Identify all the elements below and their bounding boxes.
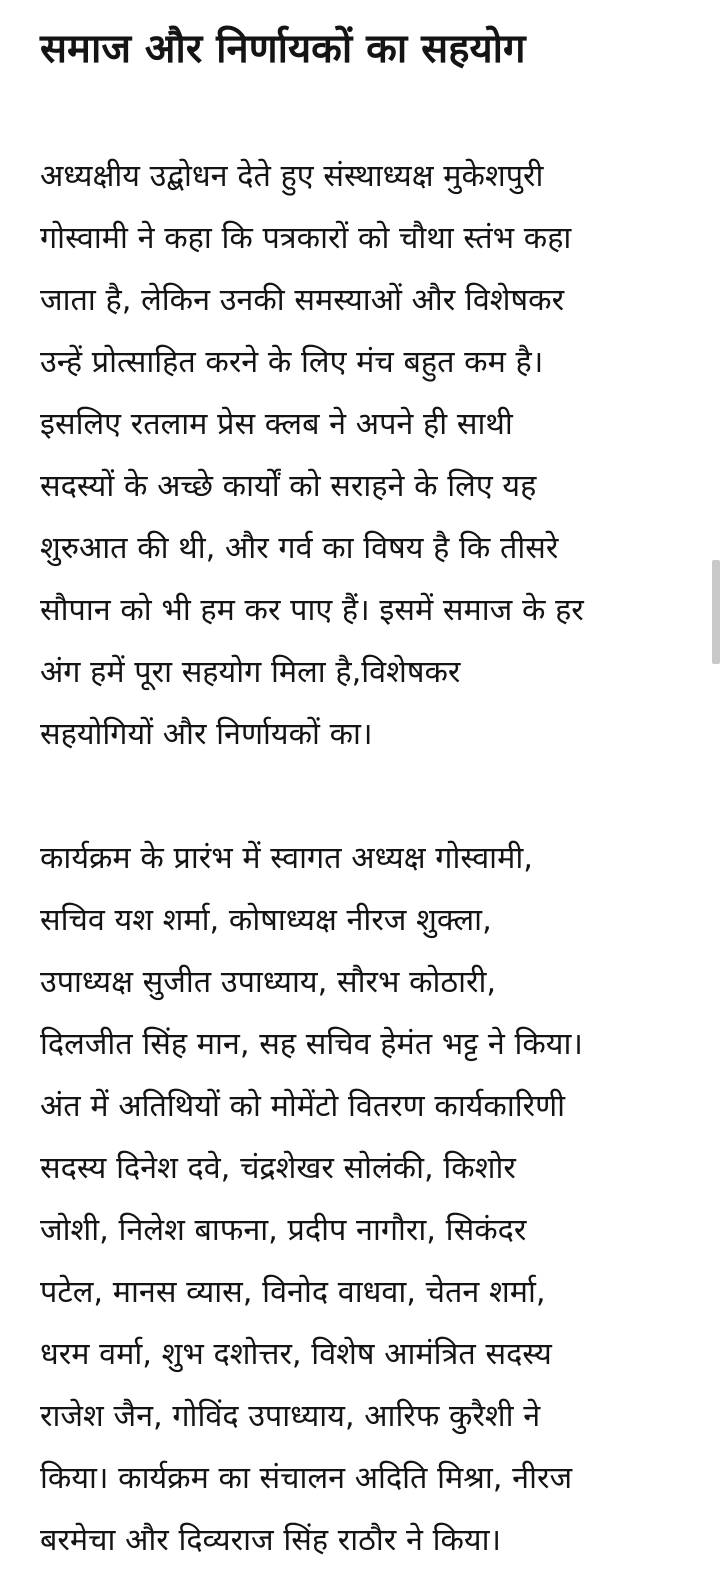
paragraph-line: धरम वर्मा, शुभ दशोत्तर, विशेष आमंत्रित सदस्य [40,1337,552,1372]
paragraph-line: सदस्यों के अच्छे कार्यों को सराहने के लिए यह [40,469,537,504]
paragraph-line: पटेल, मानस व्यास, विनोद वाधवा, चेतन शर्मा, [40,1275,546,1310]
paragraph-line: सौपान को भी हम कर पाए हैं। इसमें समाज के हर [40,593,584,628]
paragraph-line: सचिव यश शर्मा, कोषाध्यक्ष नीरज शुक्ला, [40,903,492,938]
paragraph-line: राजेश जैन, गोविंद उपाध्याय, आरिफ कुरैशी ने [40,1399,541,1434]
paragraph-line: दिलजीत सिंह मान, सह सचिव हेमंत भट्ट ने किया। [40,1027,583,1062]
paragraph-line: किया। कार्यक्रम का संचालन अदिति मिश्रा, नीरज [40,1461,573,1496]
article-paragraph-1 [40,146,692,766]
paragraph-line: बरमेचा और दिव्यराज सिंह राठौर ने किया। [40,1523,502,1558]
paragraph-line: अध्यक्षीय उद्बोधन देते हुए संस्थाध्यक्ष मुकेशपुरी [40,159,544,194]
article-heading: समाज और निर्णायकों का सहयोग [40,26,526,72]
article-paragraph-2 [40,828,692,1572]
paragraph-line: उन्हें प्रोत्साहित करने के लिए मंच बहुत कम है। [40,345,544,380]
paragraph-line: कार्यक्रम के प्रारंभ में स्वागत अध्यक्ष गोस्वामी, [40,841,533,876]
paragraph-line: जाता है, लेकिन उनकी समस्याओं और विशेषकर [40,283,565,318]
paragraph-line: गोस्वामी ने कहा कि पत्रकारों को चौथा स्तंभ कहा [40,221,572,256]
article [40,22,692,1572]
paragraph-line: शुरुआत की थी, और गर्व का विषय है कि तीसरे [40,531,559,566]
paragraph-line: अंग हमें पूरा सहयोग मिला है,विशेषकर [40,655,461,690]
scrollbar-thumb[interactable] [712,560,720,664]
paragraph-line: उपाध्यक्ष सुजीत उपाध्याय, सौरभ कोठारी, [40,965,497,1000]
paragraph-line: सहयोगियों और निर्णायकों का। [40,717,373,752]
paragraph-line: जोशी, निलेश बाफना, प्रदीप नागौरा, सिकंदर [40,1213,527,1248]
paragraph-line: इसलिए रतलाम प्रेस क्लब ने अपने ही साथी [40,407,513,442]
paragraph-line: अंत में अतिथियों को मोमेंटो वितरण कार्यकारिणी [40,1089,566,1124]
paragraph-line: सदस्य दिनेश दवे, चंद्रशेखर सोलंकी, किशोर [40,1151,516,1186]
